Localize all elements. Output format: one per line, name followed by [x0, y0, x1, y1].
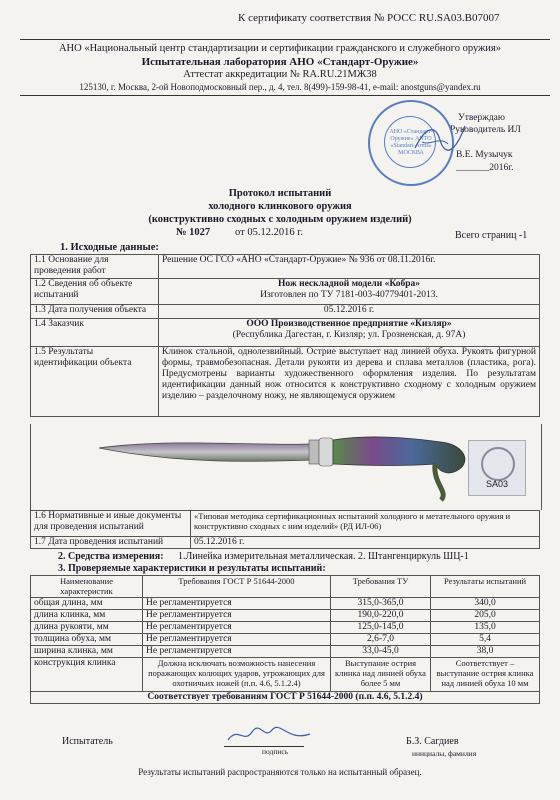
- row-label: 1.2 Сведения об объекте испытаний: [31, 279, 159, 305]
- approved-label: Утверждаю: [458, 113, 505, 123]
- hologram-code: SA03: [485, 479, 509, 489]
- tester-signature: [224, 722, 314, 748]
- address: 125130, г. Москва, 2-ой Новоподмосковный пер., д. 4, тел. 8(499)-159-98-41, e-mail: anostguns@yandex.ru: [79, 82, 481, 92]
- table-row: [31, 319, 540, 347]
- table-row: [31, 634, 540, 646]
- row-label: 1.3 Дата получения объекта: [31, 305, 159, 319]
- table-cell: [159, 319, 540, 347]
- customer-name: ООО Производственное предприятие «Кизляр»: [246, 319, 452, 329]
- stamp-text: АНО «Стандарт-Оружие» ANTO «Standart-Arms» МОСКВА: [389, 129, 433, 156]
- tester-name: Б.З. Сагдиев: [406, 736, 459, 747]
- table-cell: Не регламентируется: [143, 646, 331, 658]
- protocol-date: от 05.12.2016 г.: [235, 227, 303, 238]
- row-label: 1.6 Нормативные и иные документы для проведения испытаний: [31, 511, 191, 537]
- table-cell: длина клинка, мм: [31, 610, 143, 622]
- table-cell: 205,0: [431, 610, 540, 622]
- table-cell: 125,0-145,0: [331, 622, 431, 634]
- table-row: [31, 610, 540, 622]
- row-label: 1.5 Результаты идентификации объекта: [31, 347, 159, 417]
- table-cell: 340,0: [431, 598, 540, 610]
- table-cell: 135,0: [431, 622, 540, 634]
- org-name: АНО «Национальный центр стандартизации и сертификации гражданского и служебного оружия»: [58, 43, 502, 54]
- table-cell: Не регламентируется: [143, 622, 331, 634]
- column-header: Наименование характеристик: [31, 576, 143, 598]
- protocol-title: Протокол испытаний: [228, 188, 332, 199]
- accreditation: Аттестат аккредитации № RA.RU.21МЖ38: [183, 69, 377, 80]
- table-row: [31, 622, 540, 634]
- cert-ref: К сертификату соответствия № РОСС RU.SA03.B07007: [238, 12, 500, 24]
- table-cell: общая длина, мм: [31, 598, 143, 610]
- table-cell: толщина обуха, мм: [31, 634, 143, 646]
- table-cell: Не регламентируется: [143, 610, 331, 622]
- table-cell: 2,6-7,0: [331, 634, 431, 646]
- approver-signature: [410, 118, 470, 158]
- table-cell: Не регламентируется: [143, 598, 331, 610]
- table-cell: [159, 279, 540, 305]
- table-cell: 315,0-365,0: [331, 598, 431, 610]
- identification-text: Клинок стальной, однолезвийный. Острие выступает над линией обуха. Рукоять фигурной формы, травмобезопасная. Детали рукояти из дерева и сплава металлов (пластика, рога). Предусмотрены варианты художественного оформления изделия. По результатам идентификации данный нож относится к конструктивно сходному с холодным оружием изделию – разделочному ножу, не являющемуся оружием: [159, 347, 540, 417]
- approver-name: В.Е. Музычук: [456, 150, 513, 160]
- test-docs-table: [30, 510, 540, 549]
- table-row: [31, 255, 540, 279]
- row-label: 1.7 Дата проведения испытаний: [31, 537, 191, 549]
- table-cell: 33,0-45,0: [331, 646, 431, 658]
- column-header: Требования ГОСТ Р 51644-2000: [143, 576, 331, 598]
- table-cell: Соответствует – выступание острия клинка над линией обуха 10 мм: [431, 658, 540, 692]
- table-cell: 38,0: [431, 646, 540, 658]
- table-header-row: [31, 576, 540, 598]
- conclusion: Соответствует требованиям ГОСТ Р 51644-2000 (п.п. 4.6, 5.1.2.4): [31, 692, 540, 704]
- signature-caption: подпись: [262, 747, 289, 756]
- measuring-tools: 1.Линейка измерительная металлическая. 2. Штангенциркуль ШЦ-1: [178, 551, 469, 562]
- customer-address: (Республика Дагестан, г. Кизляр; ул. Грозненская, д. 97А): [232, 330, 466, 340]
- row-value: «Типовая методика сертификационных испытаний холодного и метательного оружия и конструктивно сходных с ним изделий» (РД ИЛ-06): [191, 511, 540, 537]
- row-value: Решение ОС ГСО «АНО «Стандарт-Оружие» № 936 от 08.11.2016г.: [159, 255, 540, 279]
- table-row: [31, 279, 540, 305]
- table-row: [31, 511, 540, 537]
- table-cell: Должна исключать возможность нанесения поражающих колющих ударов, угрожающих для охотничьих ножей (п.п. 4.6, 5.1.2.4): [143, 658, 331, 692]
- product-spec: Изготовлен по ТУ 7181-003-40779401-2013.: [260, 290, 438, 300]
- row-value: 05.12.2016 г.: [159, 305, 540, 319]
- table-row: [31, 305, 540, 319]
- footer-note: Результаты испытаний распространяются только на испытанный образец.: [138, 767, 422, 777]
- name-caption: инициалы, фамилия: [412, 749, 477, 758]
- product-name: Нож нескладной модели «Кобра»: [277, 279, 421, 289]
- section-2-heading: 2. Средства измерения:: [58, 551, 164, 562]
- column-header: Результаты испытаний: [431, 576, 540, 598]
- protocol-number: № 1027: [176, 227, 211, 238]
- results-table: [30, 575, 540, 704]
- table-cell: ширина клинка, мм: [31, 646, 143, 658]
- approval-date: _______2016г.: [456, 163, 514, 173]
- table-cell: Выступание острия клинка над линией обуха более 5 мм: [331, 658, 431, 692]
- table-cell: конструкция клинка: [31, 658, 143, 692]
- row-label: 1.1 Основание для проведения работ: [31, 255, 159, 279]
- divider: [20, 95, 550, 96]
- approver-title: Руководитель ИЛ: [450, 125, 521, 135]
- hologram-sticker: [468, 440, 526, 496]
- table-cell: длина рукояти, мм: [31, 622, 143, 634]
- table-cell: 190,0-220,0: [331, 610, 431, 622]
- table-row: [31, 347, 540, 417]
- table-cell: Не регламентируется: [143, 634, 331, 646]
- table-row: [31, 537, 540, 549]
- divider: [20, 39, 550, 40]
- column-header: Требования ТУ: [331, 576, 431, 598]
- page-count: Всего страниц -1: [455, 230, 528, 241]
- row-value: 05.12.2016 г.: [191, 537, 540, 549]
- conclusion-row: [31, 692, 540, 704]
- table-cell: 5,4: [431, 634, 540, 646]
- knife-photo: [30, 424, 542, 510]
- protocol-subtitle-2: (конструктивно сходных с холодным оружием изделий): [148, 214, 412, 225]
- section-3-heading: 3. Проверяемые характеристики и результаты испытаний:: [58, 563, 326, 574]
- lab-name: Испытательная лаборатория АНО «Стандарт-Оружие»: [141, 56, 419, 68]
- source-data-table: [30, 254, 540, 417]
- protocol-subtitle: холодного клинкового оружия: [208, 201, 352, 212]
- section-1-heading: 1. Исходные данные:: [60, 242, 159, 253]
- table-row: [31, 598, 540, 610]
- table-row: [31, 646, 540, 658]
- table-row: [31, 658, 540, 692]
- tester-label: Испытатель: [62, 736, 113, 747]
- row-label: 1.4 Заказчик: [31, 319, 159, 347]
